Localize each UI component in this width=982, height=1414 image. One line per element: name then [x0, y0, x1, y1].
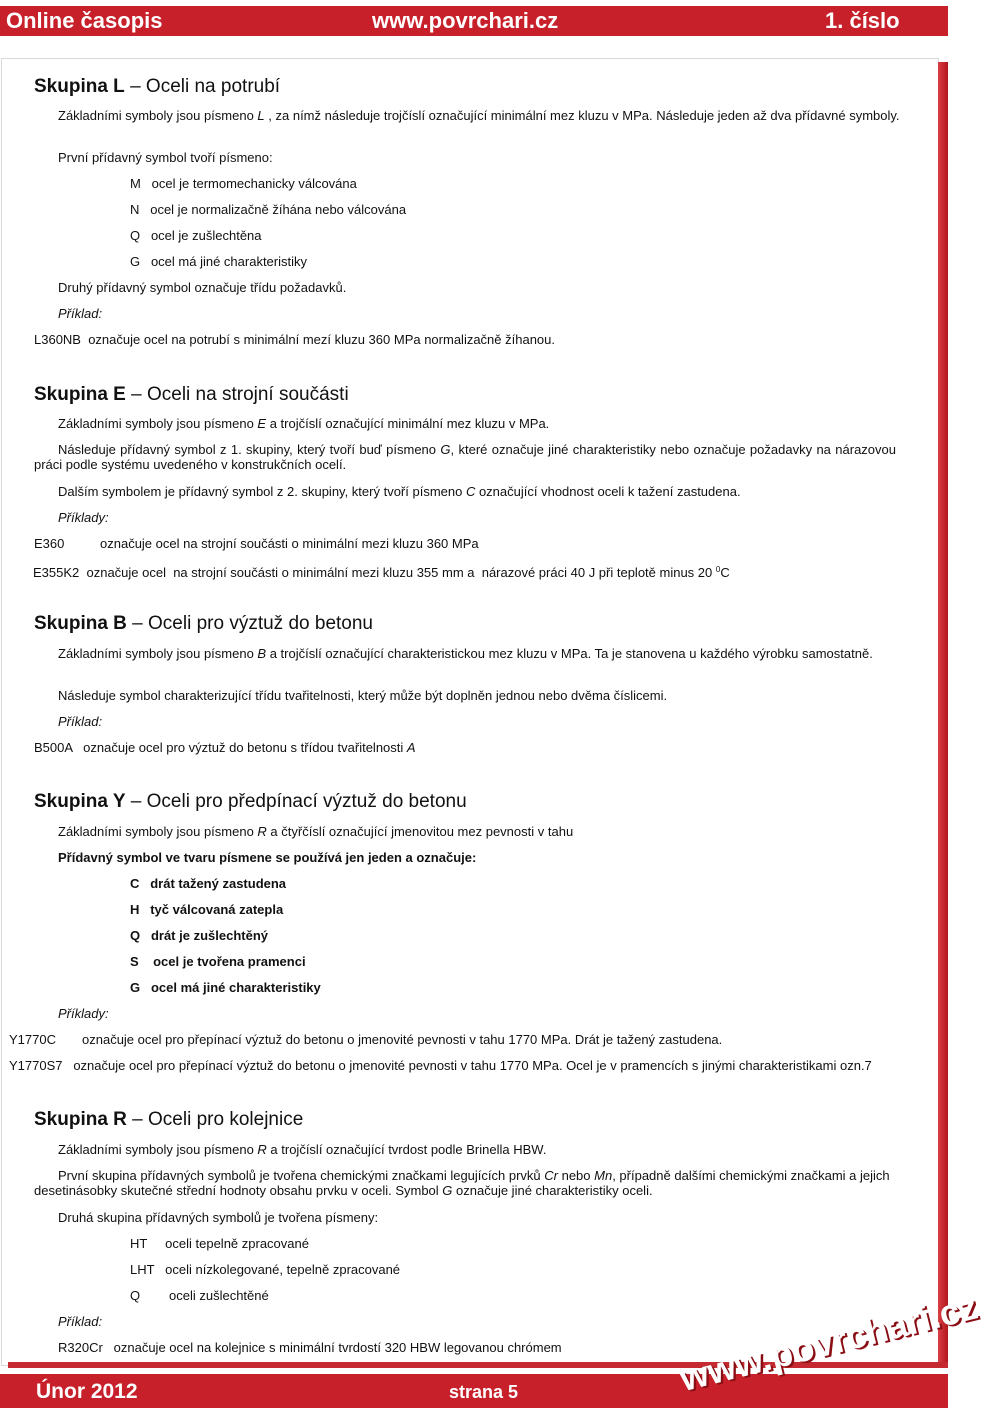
- section-l-first-symbol: První přídavný symbol tvoří písmeno:: [58, 150, 273, 165]
- text-run: B500A označuje ocel pro výztuž do betonu s třídou tvařitelnosti: [34, 740, 407, 755]
- frame-shadow-right: [938, 62, 948, 1367]
- section-l-example-label: Příklad:: [58, 306, 103, 321]
- section-e-example-code-1: E360: [34, 536, 65, 551]
- text-run: G: [442, 1183, 453, 1198]
- section-b-example-label: Příklad:: [58, 714, 103, 729]
- section-b-heading: [34, 613, 373, 635]
- section-l-heading: [34, 76, 280, 98]
- list-item: M ocel je termomechanicky válcována: [130, 176, 357, 191]
- list-item: G ocel má jiné charakteristiky: [130, 980, 321, 995]
- section-r-example: R320Cr označuje ocel na kolejnice s minimální tvrdostí 320 HBW legovanou chrómem: [58, 1340, 562, 1355]
- section-l-second-symbol: Druhý přídavný symbol označuje třídu požadavků.: [58, 280, 347, 295]
- text-run: C: [720, 565, 730, 580]
- section-b-intro: [34, 646, 896, 661]
- footer-logo-text: www.povrchari.cz: [675, 1285, 982, 1400]
- section-e-heading-lead: Skupina E: [34, 384, 126, 405]
- section-y-example-text-1: označuje ocel pro přepínací výztuž do betonu o jmenovité pevnosti v tahu 1770 MPa. Drát je tažený zastudena.: [82, 1032, 723, 1047]
- text-run: B: [257, 646, 267, 661]
- section-b-example: [34, 740, 416, 755]
- section-e-heading: [34, 384, 349, 406]
- list-item: LHT oceli nízkolegované, tepelně zpracované: [130, 1262, 401, 1277]
- section-r-heading: [34, 1109, 303, 1131]
- section-y-heading: [34, 791, 467, 813]
- section-l-intro: [34, 108, 906, 123]
- section-y-example-2: Y1770S7 označuje ocel pro přepínací výztuž do betonu o jmenovité pevnosti v tahu 1770 MPa. Ocel je v pramencích s jinými charakteristikami ozn.7: [9, 1058, 872, 1073]
- text-run: , za nímž následuje trojčíslí označující minimální mez kluzu v MPa. Následuje jeden až dva přídavné symboly.: [264, 108, 900, 123]
- section-l-heading-lead: Skupina L: [34, 76, 125, 97]
- text-run: R: [257, 824, 267, 839]
- text-run: 40: [570, 565, 586, 580]
- section-y-intro: [58, 824, 573, 839]
- text-run: Základními symboly jsou písmeno: [58, 108, 258, 123]
- text-run: První skupina přídavných symbolů je tvořena chemickými značkami legujících prvků: [58, 1168, 545, 1183]
- header-magazine-title: Online časopis: [6, 8, 163, 33]
- list-item: N ocel je normalizačně žíhána nebo válcována: [130, 202, 407, 217]
- section-e-example-label: Příklady:: [58, 510, 109, 525]
- text-run: Mn: [594, 1168, 613, 1183]
- text-run: , které označuje jiné charakteristiky nebo označuje požadavky na nárazovou práci podle systému uvedeného v konstrukčních ocelí.: [34, 442, 896, 472]
- text-run: označuje jiné charakteristiky oceli.: [452, 1183, 653, 1198]
- text-run: C: [465, 484, 476, 499]
- text-run: nebo: [557, 1168, 595, 1183]
- section-r-intro: [58, 1142, 546, 1157]
- section-e-example-text-1: označuje ocel na strojní součásti o minimální mezi kluzu 360 MPa: [100, 536, 479, 551]
- section-e-second-group: [58, 484, 741, 499]
- text-run: Dalším symbolem je přídavný symbol z 2. skupiny, který tvoří písmeno: [58, 484, 466, 499]
- list-item: Q drát je zušlechtěný: [130, 928, 268, 943]
- footer-date: Únor 2012: [36, 1380, 138, 1403]
- text-run: G: [440, 442, 451, 457]
- text-run: Základními symboly jsou písmeno: [58, 824, 258, 839]
- section-b-heading-rest: – Oceli pro výztuž do betonu: [126, 613, 373, 634]
- text-run: Základními symboly jsou písmeno: [58, 416, 258, 431]
- text-run: E355K2 označuje ocel na strojní součásti o minimální mezi kluzu 355 mm a nárazové práci: [33, 565, 571, 580]
- section-l-example: L360NB označuje ocel na potrubí s minimální mezí kluzu 360 MPa normalizačně žíhanou.: [34, 332, 556, 347]
- text-run: a čtyřčíslí označující jmenovitou mez pevnosti v tahu: [266, 824, 574, 839]
- section-b-heading-lead: Skupina B: [34, 613, 127, 634]
- list-item: HT oceli tepelně zpracované: [130, 1236, 309, 1251]
- section-y-additional-symbol: Přídavný symbol ve tvaru písmene se používá jen jeden a označuje:: [58, 850, 477, 865]
- text-run: A: [406, 740, 416, 755]
- text-run: a trojčíslí označující minimální mez kluzu v MPa.: [266, 416, 550, 431]
- section-y-heading-lead: Skupina Y: [34, 791, 126, 812]
- footer-logo: [675, 1285, 982, 1408]
- list-item: C drát tažený zastudena: [130, 876, 287, 891]
- text-run: E: [257, 416, 267, 431]
- text-run: a trojčíslí označující charakteristickou mez kluzu v MPa. Ta je stanovena u každého výrobku samostatně.: [266, 646, 873, 661]
- text-run: , případně dalšími chemickými značkami a jejich desetinásobky skutečné střední hodnoty obsahu prvku v oceli. Symbol: [34, 1168, 890, 1198]
- section-e-intro: [58, 416, 549, 431]
- text-run: Základními symboly jsou písmeno: [58, 1142, 258, 1157]
- text-run: a trojčíslí označující tvrdost podle Brinella HBW.: [266, 1142, 547, 1157]
- section-y-example-code-1: Y1770C: [9, 1032, 56, 1047]
- section-e-first-group: [34, 442, 896, 472]
- section-r-example-label: Příklad:: [58, 1314, 103, 1329]
- list-item: H tyč válcovaná zatepla: [130, 902, 284, 917]
- list-item: Q oceli zušlechtěné: [130, 1288, 269, 1303]
- text-run: L: [257, 108, 265, 123]
- section-r-first-group: [34, 1168, 900, 1198]
- section-e-heading-rest: – Oceli na strojní součásti: [125, 384, 349, 405]
- header-issue-number: 1. číslo: [825, 8, 900, 33]
- page-header: [0, 6, 948, 36]
- section-y-heading-rest: – Oceli pro předpínací výztuž do betonu: [125, 791, 467, 812]
- list-item: Q ocel je zušlechtěna: [130, 228, 262, 243]
- text-run: označující vhodnost oceli k tažení zastudena.: [475, 484, 741, 499]
- section-b-formability: Následuje symbol charakterizující třídu tvařitelnosti, který může být doplněn jednou nebo dvěma číslicemi.: [58, 688, 668, 703]
- list-item: G ocel má jiné charakteristiky: [130, 254, 308, 269]
- text-run: Základními symboly jsou písmeno: [58, 646, 258, 661]
- text-run: Cr: [544, 1168, 558, 1183]
- text-run: J při teplotě minus 20: [585, 565, 716, 580]
- footer-page-number: strana 5: [449, 1382, 519, 1402]
- text-run: Následuje přídavný symbol z 1. skupiny, který tvoří buď písmeno: [58, 442, 441, 457]
- section-l-heading-rest: – Oceli na potrubí: [124, 76, 281, 97]
- text-run: R: [257, 1142, 267, 1157]
- header-website: www.povrchari.cz: [372, 8, 559, 33]
- section-y-example-label: Příklady:: [58, 1006, 109, 1021]
- text-run: 0: [715, 565, 721, 574]
- list-item: S ocel je tvořena pramenci: [130, 954, 306, 969]
- section-r-second-group: Druhá skupina přídavných symbolů je tvořena písmeny:: [58, 1210, 379, 1225]
- section-r-heading-lead: Skupina R: [34, 1109, 127, 1130]
- section-r-heading-rest: – Oceli pro kolejnice: [126, 1109, 304, 1130]
- section-e-example-2: [33, 562, 730, 580]
